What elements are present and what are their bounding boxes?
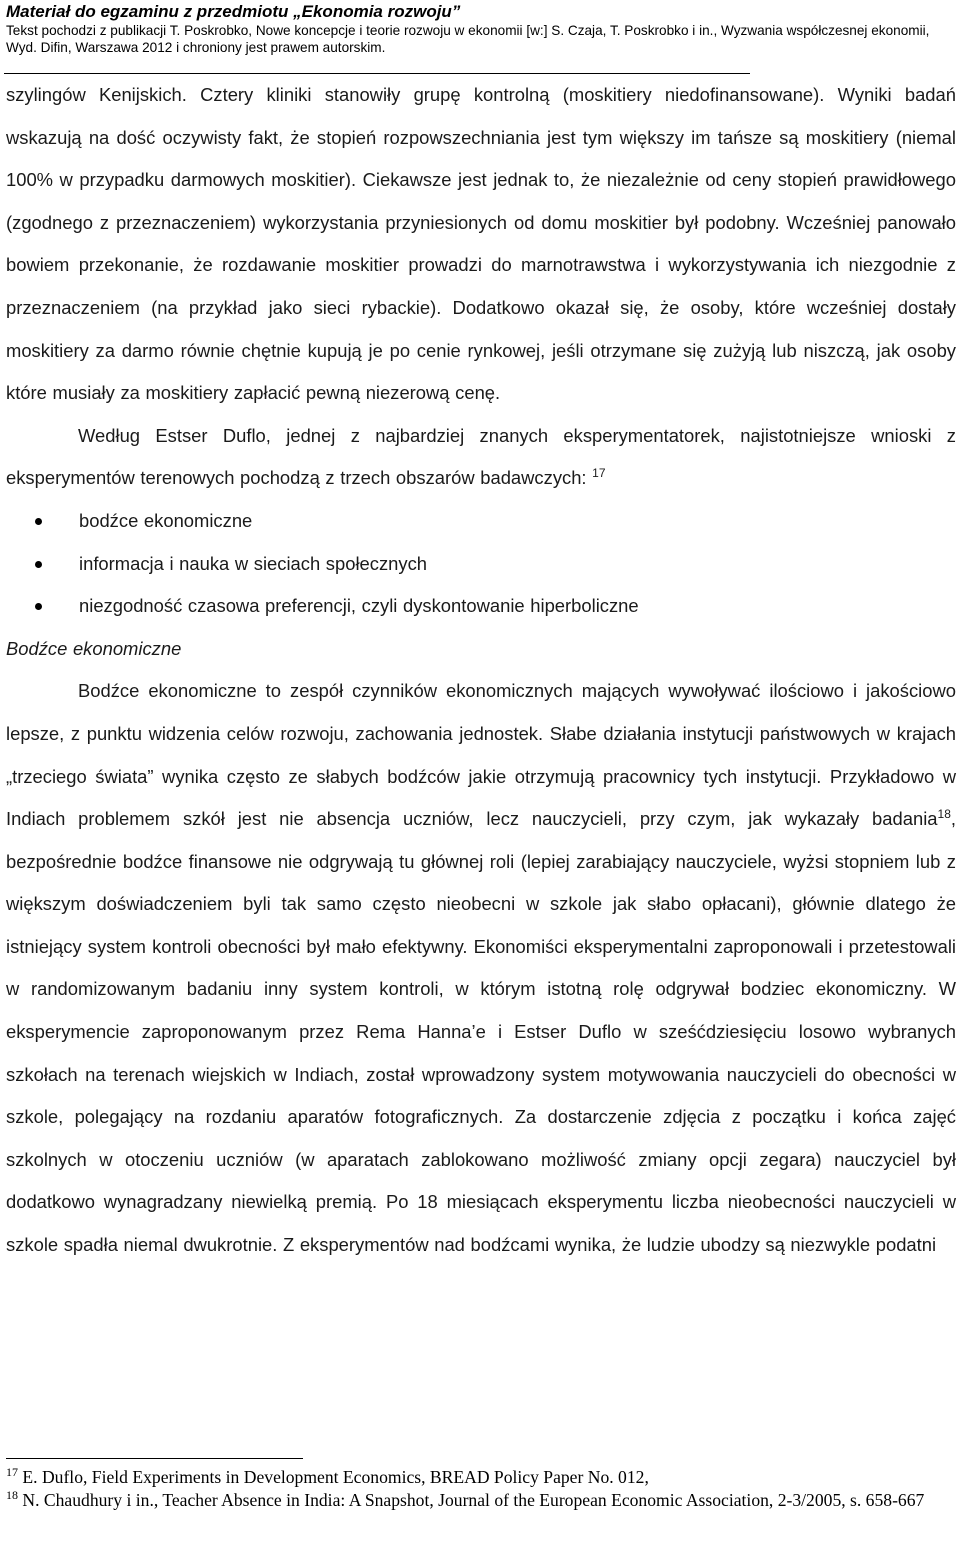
header-source-line: Tekst pochodzi z publikacji T. Poskrobko, Nowe koncepcje i teorie rozwoju w ekonomii [w:] S. Czaja, T. Poskrobko i in., Wyzwania współczesnej ekonomii, xyxy=(6,23,930,38)
footnote-number: 17 xyxy=(6,1465,18,1480)
header-source-line: Wyd. Difin, Warszawa 2012 i chroniony jest prawem autorskim. xyxy=(6,40,386,55)
paragraph: szylingów Kenijskich. Cztery kliniki stanowiły grupę kontrolną (moskitiery niedofinansowane). Wyniki badań wskazują na dość oczywisty fakt, że stopień rozpowszechniania jest tym większy im tańsze są moskitiery (niemal 100% w przypadku darmowych moskitier). Ciekawsze jest jednak to, że niezależnie od ceny stopień prawidłowego (zgodnego z przeznaczeniem) wykorzystania przyniesionych od domu moskitier był podobny. Wcześniej panowało bowiem przekonanie, że rozdawanie moskitier prowadzi do marnotrawstwa i wykorzystywania ich niezgodnie z przeznaczeniem (na przykład jako sieci rybackie). Dodatkowo okazał się, że osoby, które wcześniej dostały moskitiery za darmo równie chętnie kupują je po cenie rynkowej, jeśli otrzymane się zużyją lub niszczą, jak osoby które musiały za moskitiery zapłacić pewną niezerową cenę. xyxy=(6,84,956,404)
list-item: bodźce ekonomiczne xyxy=(6,500,956,543)
list-item: niezgodność czasowa preferencji, czyli dyskontowanie hiperboliczne xyxy=(6,585,956,628)
footnote-text: E. Duflo, Field Experiments in Development Economics, BREAD Policy Paper No. 012, xyxy=(18,1467,649,1487)
paragraph xyxy=(6,670,956,1266)
footnote xyxy=(6,1489,956,1512)
footnote-divider xyxy=(6,1458,303,1459)
paragraph-text: Według Estser Duflo, jednej z najbardziej znanych eksperymentatorek, najistotniejsze wnioski z eksperymentów terenowych pochodzą z trzech obszarów badawczych: xyxy=(6,424,956,489)
paragraph xyxy=(6,415,956,500)
page-header xyxy=(6,0,956,56)
bullet-list xyxy=(6,500,956,628)
section-heading: Bodźce ekonomiczne xyxy=(6,637,182,659)
header-title: Materiał do egzaminu z przedmiotu „Ekonomia rozwoju” xyxy=(6,2,461,21)
footnotes xyxy=(6,1466,956,1512)
paragraph-text: Bodźce ekonomiczne to zespół czynników ekonomicznych mających wywoływać ilościowo i jakościowo lepsze, z punktu widzenia celów rozwoju, zachowania jednostek. Słabe działania instytucji państwowych w krajach „trzeciego świata” wynika często ze słabych bodźców jakie otrzymują pracownicy tych instytucji. Przykładowo w Indiach problemem szkół jest nie absencja uczniów, lecz nauczycieli, przy czym, jak wykazały badania xyxy=(6,680,956,830)
footnote-ref: 18 xyxy=(937,806,951,821)
footnote-text: N. Chaudhury i in., Teacher Absence in India: A Snapshot, Journal of the European Economic Association, 2-3/2005, s. 658-667 xyxy=(18,1490,925,1510)
paragraph-text: , bezpośrednie bodźce finansowe nie odgrywają tu głównej roli (lepiej zarabiający nauczyciele, wyżsi stopniem lub z większym doświadczeniem byli tak samo często nieobecni w szkole jak słabo opłacani), głównie dlatego że istniejący system kontroli obecności był mało efektywny. Ekonomiści eksperymentalni zaproponowali i przetestowali w randomizowanym badaniu inny system kontroli, w którym istotną rolę odgrywał bodziec ekonomiczny. W eksperymencie zaproponowanym przez Rema Hanna’e i Estser Duflo w sześćdziesięciu losowo wybranych szkołach na terenach wiejskich w Indiach, został wprowadzony system motywowania nauczycieli do obecności w szkole, polegający na rozdaniu aparatów fotograficznych. Za dostarczenie zdjęcia z początku i końca zajęć szkolnych w otoczeniu uczniów (w aparatach zablokowano możliwość zmiany opcji zegara) nauczyciel był dodatkowo wynagradzany niewielką premią. Po 18 miesiącach eksperymentu liczba nieobecności nauczycieli w szkole spadła niemal dwukrotnie. Z eksperymentów nad bodźcami wynika, że ludzie ubodzy są niezwykle podatni xyxy=(6,808,956,1256)
footnote-number: 18 xyxy=(6,1488,18,1503)
footnote-ref: 17 xyxy=(592,466,606,481)
footnote xyxy=(6,1466,956,1489)
document-body xyxy=(6,74,956,1267)
list-item: informacja i nauka w sieciach społecznych xyxy=(6,543,956,586)
